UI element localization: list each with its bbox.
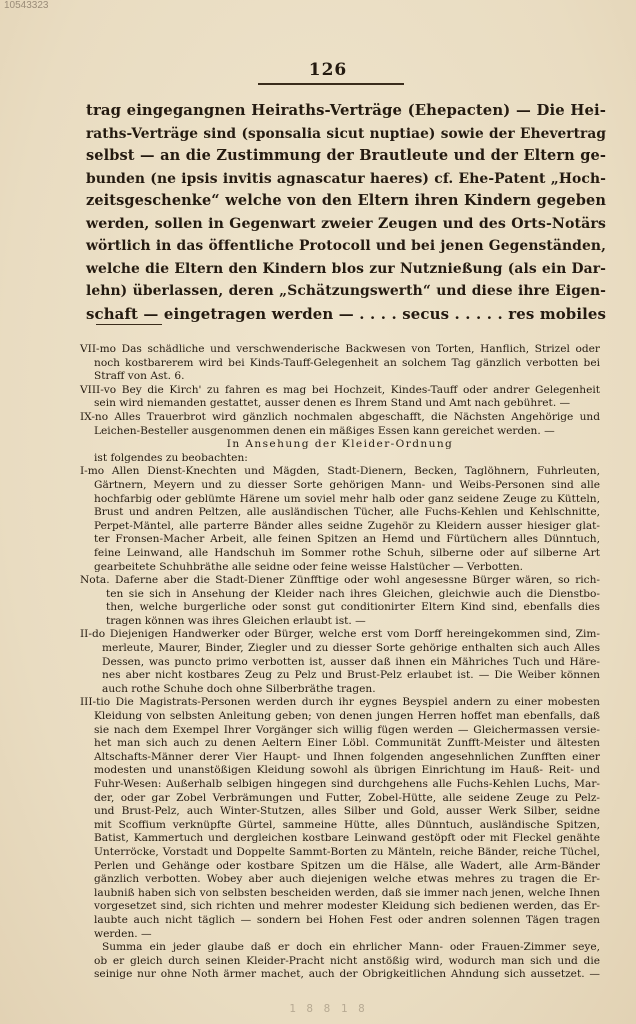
footnote-line: Kleidung von selbsten Anleitung geben; von denen jungen Herren hoffet man ebenfalls, daß — [94, 710, 600, 723]
footnote-line: Altschafts-Männer derer Vier Haupt- und Ihnen folgenden angesehnlichen Zunfften einer — [94, 750, 600, 763]
footnote-line: Dessen, was puncto primo verbotten ist, ausser daß ihnen ein Mähriches Tuch und Häre- — [102, 655, 600, 668]
footnote-line: III-tio Die Magistrats-Personen werden durch ihr eygnes Beyspiel andern zu einer mobesten — [80, 696, 600, 709]
bottom-stamp: 1 8 8 1 8 — [289, 1002, 367, 1015]
footnote-line: feine Leinwand, alle Handschuh im Sommer rothe Schuh, silberne oder auf silberne Art — [94, 546, 600, 559]
footnote-line: noch kostbarerem wird bei Kinds-Tauff-Gelegenheit an solchem Tag gänzlich verbotten bei — [94, 356, 600, 369]
footnote-line: Perpet-Mäntel, alle parterre Bänder alles seidne Zugehör zu Kleidern ausser hiesiger glat- — [94, 519, 600, 532]
footnote-line: der, oder gar Zobel Verbrämungen und Futter, Zobel-Hütte, alle seidene Zeuge zu Pelz- — [94, 791, 600, 804]
main-text-line: trag eingegangnen Heiraths-Verträge (Ehepacten) — Die Hei- — [86, 102, 606, 119]
archive-id: 10543323 — [4, 0, 49, 11]
footnote-line: gänzlich verbotten. Wobey aber auch diejenigen welche etwas mehres zu tragen die Er- — [94, 873, 600, 886]
footnote-line: Straff von Ast. 6. — [94, 370, 185, 383]
footnote-line: laubte auch nicht täglich — sondern bei Hohen Fest oder andren solennen Tägen tragen — [94, 913, 600, 926]
footnote-line: sie nach dem Exempel Ihrer Vorgänger sich willig fügen werden — Gleichermassen versie- — [94, 723, 600, 736]
footnote-line: hochfarbig oder geblümte Härene um soviel mehr halb oder ganz seidene Zeuge zu Kütteln, — [94, 492, 600, 505]
footnote-line: IX-no Alles Trauerbrot wird gänzlich nochmalen abgeschafft, die Nächsten Angehörige und — [80, 410, 600, 423]
main-text-line: bunden (ne ipsis invitis agnascatur haeres) cf. Ehe-Patent „Hoch- — [86, 170, 606, 187]
header-rule — [258, 83, 404, 85]
footnote-line: ob er gleich durch seinen Kleider-Pracht nicht anstößig wird, wodurch man sich und die — [94, 954, 600, 967]
footnote-line: VII-mo Das schädliche und verschwenderische Backwesen von Torten, Hanflich, Strizel oder — [80, 343, 600, 355]
main-text-block — [86, 100, 606, 325]
footnote-line: Leichen-Besteller ausgenommen denen ein mäßiges Essen kann gereichet werden. — — [94, 424, 555, 437]
footnote-line: Nota. Daferne aber die Stadt-Diener Zünfftige oder wohl angesessne Bürger wären, so rich- — [80, 574, 600, 587]
footnote-line: nes aber nicht kostbares Zeug zu Pelz und Brust-Pelz erlaubet ist. — Die Weiber können — [102, 669, 600, 682]
footnote-line: VIII-vo Bey die Kirch' zu fahren es mag bei Hochzeit, Kindes-Tauff oder andrer Gelegenheit — [80, 383, 600, 396]
main-text-line: raths-Verträge sind (sponsalia sicut nuptiae) sowie der Ehevertrag — [86, 125, 606, 142]
footnote-line: Summa ein jeder glaube daß er doch ein ehrlicher Mann- oder Frauen-Zimmer seye, — [102, 941, 600, 954]
footnote-line: ter Fronsen-Macher Arbeit, alle feinen Spitzen an Hemd und Fürtüchern alles Dünntuch, — [94, 533, 600, 546]
footnote-block — [80, 343, 600, 982]
footnote-line: then, welche burgerliche oder sonst gut conditionirter Eltern Kind sind, ebenfalls dies — [106, 601, 600, 614]
footnote-line: gearbeitete Schuhbräthe alle seidne oder feine weisse Halstücher — Verbotten. — [94, 560, 524, 573]
footnote-line: II-do Diejenigen Handwerker oder Bürger, welche erst vom Dorff hereingekommen sind, Zim- — [80, 628, 600, 641]
footnote-line: Unterröcke, Vorstadt und Doppelte Sammt-Borten zu Mänteln, reiche Bänder, reiche Tüchel, — [94, 845, 600, 858]
footnote-line: ten sie sich in Ansehung der Kleider nach ihres Gleichen, gleichwie auch die Dienstbo- — [106, 587, 600, 600]
footnote-line: Batist, Kammertuch und dergleichen kostbare Leinwand gestöpft oder mit Fleckel genähte — [94, 832, 600, 845]
footnote-line: In Ansehung der Kleider-Ordnung — [226, 438, 454, 451]
footnote-line: werden. — — [94, 927, 152, 940]
main-text-line: werden, sollen in Gegenwart zweier Zeugen und des Orts-Notärs — [86, 215, 606, 232]
main-text-line: wörtlich in das öffentliche Protocoll und bei jenen Gegenständen, — [86, 238, 606, 254]
footnote-line: Brust und andren Peltzen, alle ausländischen Tücher, alle Fuchs-Kehlen und Kehlschnitte, — [94, 506, 600, 519]
footnote-line: seinige nur ohne Noth ärmer machet, auch der Obrigkeitlichen Ahndung sich aussetzet. — — [94, 968, 600, 981]
footnote-line: tragen können was ihres Gleichen erlaubt ist. — — [106, 614, 366, 627]
footnote-line: modesten und unanstößigen Kleidung sowohl als übrigen Einrichtung im Hauß- Reit- und — [94, 764, 600, 777]
main-text-line: selbst — an die Zustimmung der Brautleute und der Eltern ge- — [86, 147, 606, 164]
footnote-line: Perlen und Gehänge oder kostbare Spitzen um die Hälse, alle Wadert, alle Arm-Bänder — [94, 859, 600, 872]
footnote-line: I-mo Allen Dienst-Knechten und Mägden, Stadt-Dienern, Becken, Taglöhnern, Fuhrleuten, — [80, 465, 600, 478]
footnote-line: merleute, Maurer, Binder, Ziegler und zu diesser Sorte gehörige enthalten sich auch Alles — [102, 642, 600, 655]
main-text-line: lehn) überlassen, deren „Schätzungswerth“ und diese ihre Eigen- — [86, 283, 606, 299]
footnote-line: ist folgendes zu beobachten: — [94, 451, 248, 464]
main-text-line: zeitsgeschenke“ welche von den Eltern ihren Kindern gegeben — [86, 192, 606, 209]
footnote-line: vorgesetzet sind, sich richten und mehrer modester Kleidung sich bedienen werden, das Er- — [94, 900, 600, 913]
main-text-line: schaft — eingetragen werden — . . . . secus . . . . . res mobiles — [86, 304, 606, 323]
main-text-line: welche die Eltern den Kindern blos zur Nutznießung (als ein Dar- — [86, 260, 606, 277]
footnote-rule — [96, 324, 162, 325]
footnote-line: und Brust-Pelz, auch Winter-Stutzen, alles Silber und Gold, ausser Werk Silber, seidne — [94, 805, 600, 818]
footnote-line: Gärtnern, Meyern und zu diesser Sorte gehörigen Mann- und Weibs-Personen sind alle — [94, 478, 600, 491]
footnote-line: Fuhr-Wesen: Außerhalb selbigen hingegen sind durchgehens alle Fuchs-Kehlen Luchs, Mar- — [94, 778, 600, 790]
footnote-line: het man sich auch zu denen Aeltern Einer Löbl. Communität Zunfft-Meister und ältesten — [94, 737, 600, 750]
footnote-line: sein wird niemanden gestattet, ausser denen es Ihrem Stand und Amt nach gebühret. — — [94, 397, 571, 410]
footnote-line: auch rothe Schuhe doch ohne Silberbräthe tragen. — [102, 682, 376, 695]
footnote-line: mit Scoffium verknüpfte Gürtel, sammeine Hütte, alles Dünntuch, ausländische Spitzen, — [94, 818, 600, 831]
page-number: 126 — [308, 60, 348, 80]
footnote-line: laubniß haben sich von selbsten bescheiden werden, daß sie immer nach jenen, welche Ihnen — [94, 886, 600, 899]
